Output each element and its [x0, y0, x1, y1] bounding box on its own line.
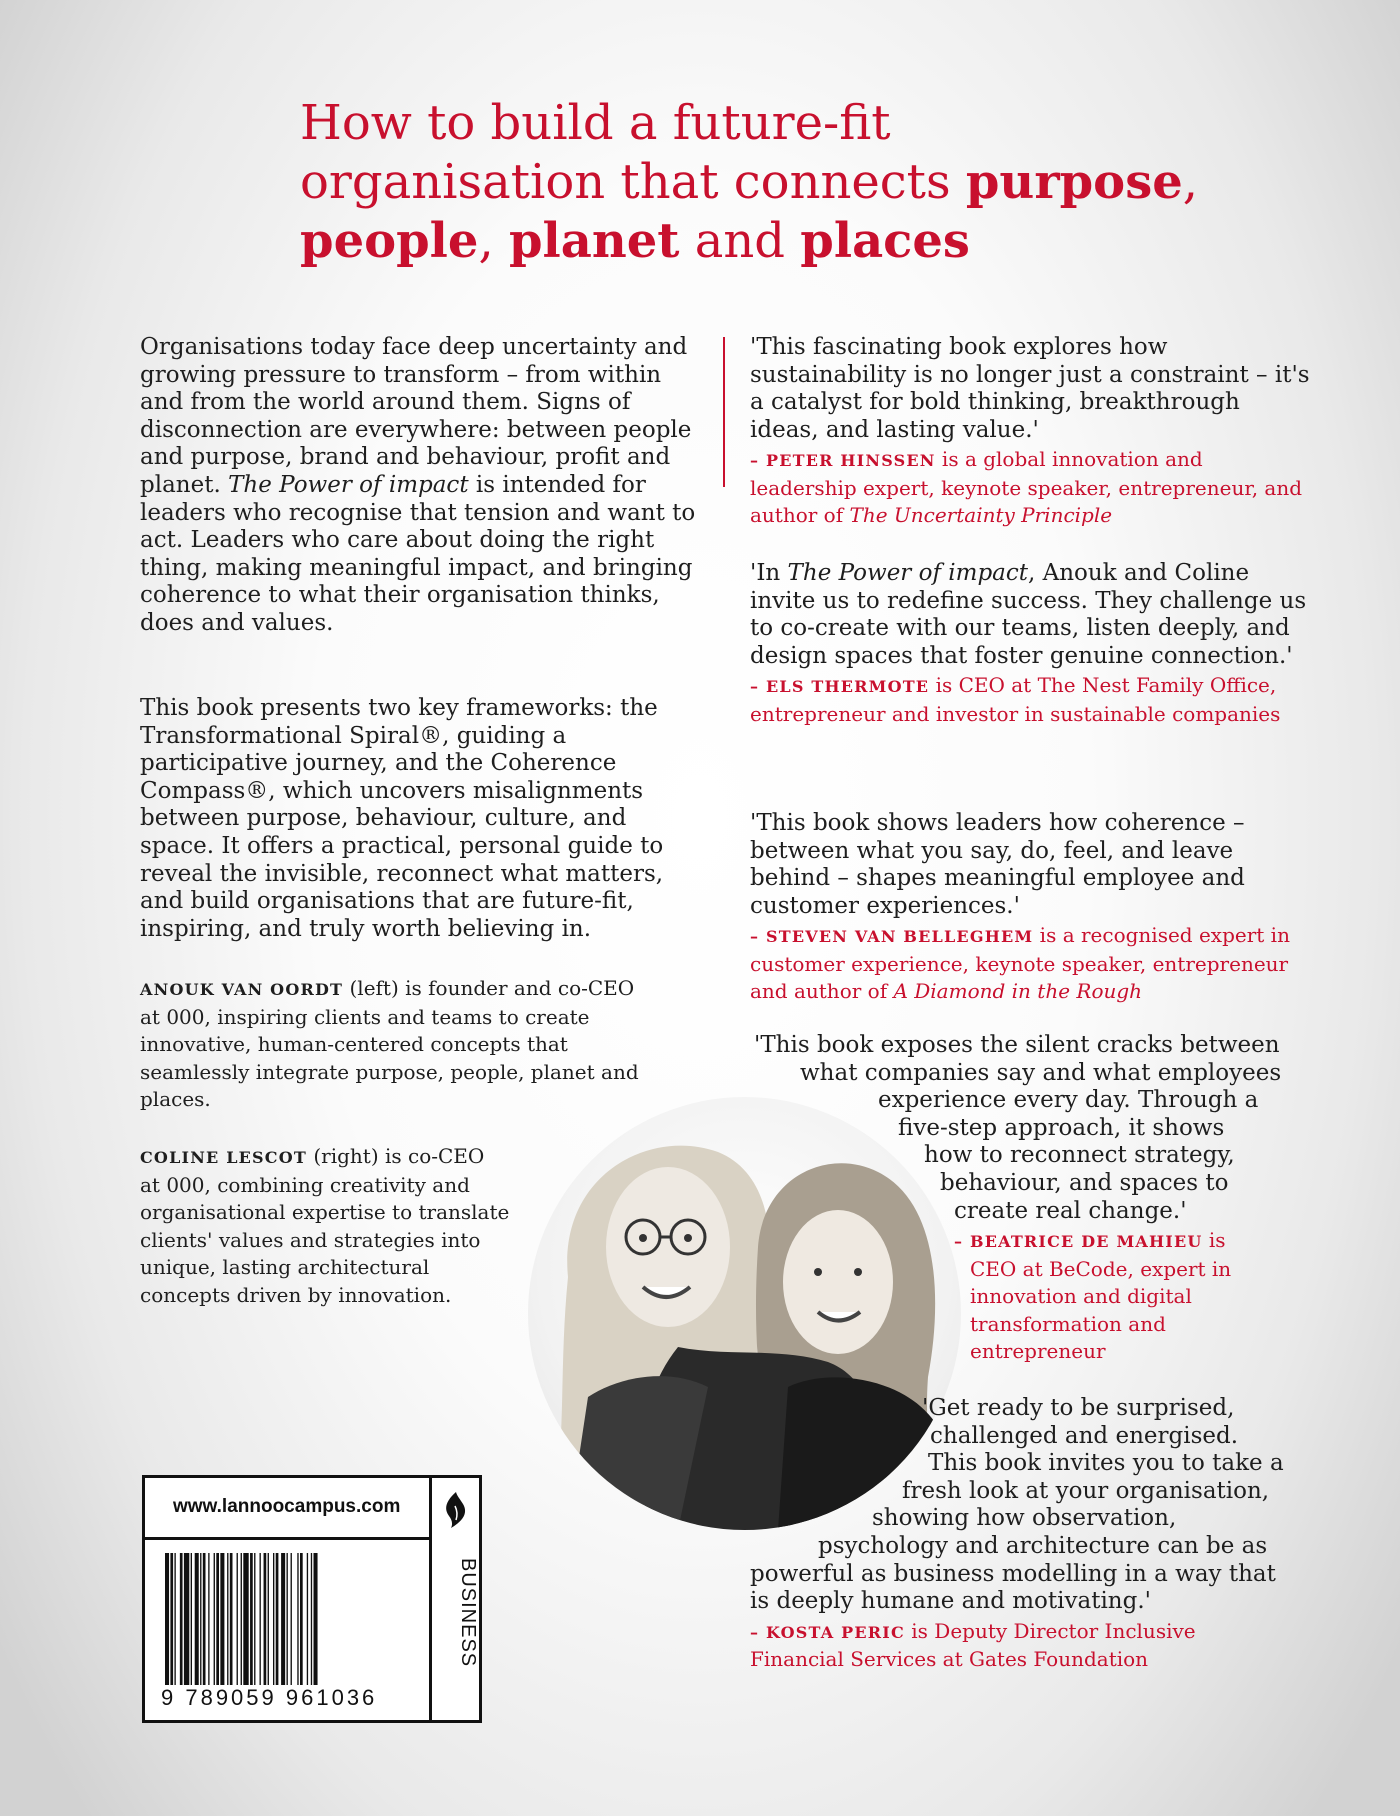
endorser-role: entrepreneur — [970, 1339, 1106, 1364]
quote-text — [750, 560, 1310, 670]
barcode-bar — [174, 1553, 175, 1685]
quote-text: 'This fascinating book explores how sustainability is no longer just a constraint – it's a catalyst for bold thinking, breakthrough ideas, and lasting value.' — [750, 334, 1310, 443]
barcode-bar — [241, 1553, 242, 1685]
quote-attribution — [750, 922, 1310, 1006]
endorser-role: CEO at BeCode, expert in — [970, 1256, 1232, 1281]
headline-punct: , — [1182, 154, 1199, 210]
quote-attribution — [750, 672, 1310, 728]
headline-word-people: people — [300, 213, 479, 269]
barcode-bar — [165, 1553, 169, 1685]
author-bio-body: (right) is co-CEO at 000, combining creativity and organisational expertise to translate clients' values and strategies into unique, lasting architectural concepts driven by innovation. — [140, 1144, 510, 1307]
quote-attribution — [750, 1618, 1250, 1674]
headline-text: and — [679, 213, 801, 269]
endorser-role: is — [1202, 1228, 1226, 1253]
book-title: The Uncertainty Principle — [849, 503, 1113, 528]
author-bio-text — [140, 1143, 510, 1309]
column-divider — [723, 337, 725, 487]
quote-attribution — [750, 446, 1310, 530]
barcode-bar — [268, 1553, 269, 1685]
quote-line: five-step approach, it shows — [898, 1114, 1225, 1141]
intro-paragraph-1 — [140, 334, 700, 638]
endorser-name: – PETER HINSSEN — [750, 451, 936, 471]
intro-paragraph-1-text — [140, 334, 700, 638]
quote-text-part: , Anouk and Coline invite us to redefine success. They challenge us to co-create with our teams, listen deeply, and design spaces that foster genuine connection.' — [750, 560, 1307, 669]
endorser-role: is Deputy Director Inclusive Financial Services at Gates Foundation — [750, 1618, 1196, 1672]
endorsement-quote-5 — [750, 1395, 1310, 1674]
quote-line: showing how observation, — [872, 1505, 1177, 1532]
quote-line: psychology and architecture can be as — [818, 1532, 1268, 1559]
headline — [300, 94, 1280, 271]
barcode-bar — [254, 1553, 255, 1685]
headline-line-3 — [300, 212, 1280, 271]
endorser-name: – STEVEN VAN BELLEGHEM — [750, 927, 1034, 947]
quote-line: create real change.' — [954, 1197, 1187, 1224]
barcode-bar — [180, 1553, 183, 1685]
barcode-bar — [195, 1553, 199, 1685]
intro-text: Organisations today face deep uncertainty and growing pressure to transform – from within and from the world around them. Signs of disconnection are everywhere: between people and purpose, brand and behaviour, profit and planet. — [140, 334, 692, 498]
barcode-bar — [170, 1553, 173, 1685]
headline-line-1: How to build a future-fit — [300, 95, 891, 151]
author-bio-body: (left) is founder and co-CEO at 000, inspiring clients and teams to create innovative, human-centered concepts that seamlessly integrate purpose, people, planet and places. — [140, 976, 639, 1111]
panel-divider — [429, 1478, 432, 1720]
barcode-bar — [260, 1553, 261, 1685]
endorser-role: is a recognised expert in customer experience, keynote speaker, entrepreneur and author of — [750, 923, 1290, 1004]
quote-text-part: 'In — [750, 560, 788, 586]
barcode-bar — [281, 1553, 285, 1685]
quote-line: experience every day. Through a — [878, 1087, 1259, 1114]
barcode-bar — [208, 1553, 209, 1685]
barcode-bar — [250, 1553, 253, 1685]
publisher-url-area — [145, 1478, 429, 1540]
headline-word-planet: planet — [508, 213, 680, 269]
endorser-name: – BEATRICE DE MAHIEU — [954, 1232, 1203, 1252]
barcode-bar — [227, 1553, 228, 1685]
quote-line: This book invites you to take a — [928, 1450, 1284, 1477]
barcode-bar — [243, 1553, 248, 1685]
barcode-bar — [314, 1553, 318, 1685]
barcode-bar — [200, 1553, 201, 1685]
endorser-role: innovation and digital — [970, 1284, 1192, 1309]
quote-line: 'Get ready to be surprised, — [922, 1395, 1235, 1421]
barcode-bar — [203, 1553, 206, 1685]
barcode-bar — [230, 1553, 233, 1685]
headline-word-purpose: purpose — [965, 154, 1183, 210]
quote-line: what companies say and what employees — [800, 1059, 1282, 1086]
quote-line: fresh look at your organisation, — [902, 1477, 1270, 1504]
barcode-bar — [307, 1553, 308, 1685]
book-title: The Power of impact — [787, 560, 1029, 586]
barcode-bar — [311, 1553, 312, 1685]
book-title: A Diamond in the Rough — [893, 979, 1143, 1004]
barcode-bar — [276, 1553, 279, 1685]
quote-attribution — [750, 1227, 1310, 1366]
barcode-bar — [237, 1553, 238, 1685]
barcode-bar — [291, 1553, 292, 1685]
barcode-bar — [184, 1553, 189, 1685]
isbn-number: 9 789059 961036 — [161, 1685, 378, 1710]
author-bio-text — [140, 975, 640, 1114]
intro-paragraph-2 — [140, 695, 700, 943]
barcode-bar — [220, 1553, 224, 1685]
headline-text: organisation that connects — [300, 154, 966, 210]
barcode-bar — [273, 1553, 274, 1685]
endorser-role: is CEO at The Nest Family Office, entrepreneur and investor in sustainable companies — [750, 673, 1281, 726]
publisher-url[interactable]: www.lannoocampus.com — [173, 1496, 401, 1517]
endorser-role: transformation and — [970, 1311, 1166, 1336]
endorser-name: – ELS THERMOTE — [750, 677, 930, 697]
intro-paragraph-2-text: This book presents two key frameworks: the Transformational Spiral®, guiding a participative journey, and the Coherence Compass®, which uncovers misalignments between purpose, behaviour, culture, and space. It offers a practical, personal guide to reveal the invisible, reconnect what matters, and build organisations that are future-fit, inspiring, and truly worth believing in. — [140, 695, 664, 942]
barcode-bar — [297, 1553, 298, 1685]
endorsement-quote-2 — [750, 560, 1310, 728]
barcode-bar — [300, 1553, 303, 1685]
book-title: The Power of impact — [228, 471, 469, 498]
quote-line: is deeply humane and motivating.' — [750, 1588, 1151, 1615]
endorsement-quote-4 — [750, 1032, 1310, 1366]
endorsement-quote-1 — [750, 334, 1310, 530]
barcode-bar — [214, 1553, 215, 1685]
author-name: ANOUK VAN OORDT — [140, 980, 344, 999]
author-bio-anouk — [140, 975, 640, 1114]
quote-line: behaviour, and spaces to — [940, 1169, 1229, 1196]
endorser-role: is a global innovation and leadership expert, keynote speaker, entrepreneur, and author of — [750, 447, 1303, 528]
isbn-barcode — [165, 1553, 415, 1685]
category-label: BUSINESS — [457, 1558, 479, 1668]
barcode-bar — [191, 1553, 192, 1685]
quote-line: challenged and energised. — [930, 1422, 1239, 1449]
lannoo-leaf-logo-icon — [443, 1492, 469, 1528]
barcode-bar — [216, 1553, 219, 1685]
author-name: COLINE LESCOT — [140, 1148, 307, 1167]
barcode-bar — [287, 1553, 288, 1685]
quote-line: powerful as business modelling in a way that — [750, 1560, 1276, 1587]
quote-text: 'This book shows leaders how coherence – between what you say, do, feel, and leave behind – shapes meaningful employee and customer experiences.' — [750, 810, 1245, 919]
author-bio-coline — [140, 1143, 510, 1309]
quote-line: how to reconnect strategy, — [924, 1142, 1235, 1169]
headline-punct: , — [478, 213, 509, 269]
attribution-line — [954, 1227, 1310, 1256]
headline-word-places: places — [800, 213, 970, 269]
intro-text: is intended for leaders who recognise that tension and want to act. Leaders who care about doing the right thing, making meaningful impact, and bringing coherence to what their organisation thinks, does and values. — [140, 471, 696, 636]
endorser-name: – KOSTA PERIC — [750, 1622, 905, 1642]
headline-line-2 — [300, 153, 1280, 212]
barcode-panel — [142, 1475, 482, 1723]
quote-line: 'This book exposes the silent cracks between — [754, 1032, 1280, 1058]
barcode-bar — [264, 1553, 267, 1685]
endorsement-quote-3 — [750, 810, 1310, 1006]
